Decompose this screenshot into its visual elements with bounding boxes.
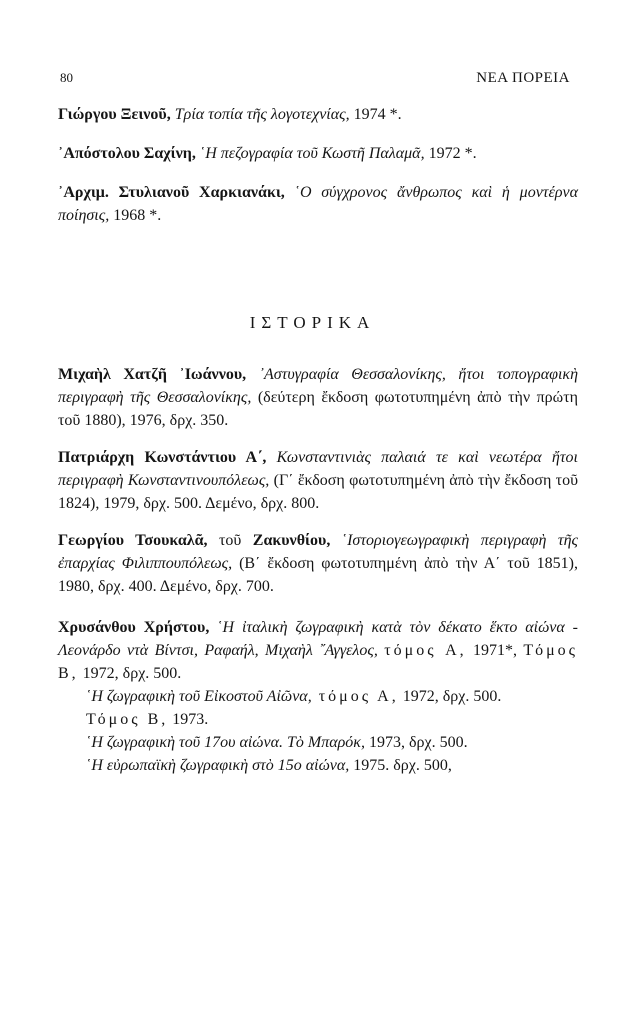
entry-details: 1972, δρχ. 500. bbox=[398, 688, 502, 705]
bibliography-entry bbox=[58, 181, 578, 227]
entry-title: Κωνσταντινιὰς παλαιά τε καὶ νεωτέρα ἤτοι περιγραφὴ Κωνσταντινουπόλεως, bbox=[58, 449, 578, 489]
sub-entry bbox=[58, 731, 578, 754]
entry-details: 1974 *. bbox=[349, 106, 402, 123]
entry-author: Γιώργου Ξεινοῦ, bbox=[58, 106, 171, 123]
bibliography-entry bbox=[58, 142, 578, 165]
entry-author: ᾽Αρχιμ. Στυλιανοῦ Χαρκιανάκι, bbox=[58, 184, 285, 201]
sub-entry bbox=[58, 708, 578, 731]
entry-author-origin: Ζακυνθίου, bbox=[252, 532, 331, 549]
bibliography-entry bbox=[58, 529, 578, 598]
entry-author: Πατριάρχη Κωνστάντιου Α΄, bbox=[58, 449, 267, 466]
entry-author: ᾽Απόστολου Σαχίνη, bbox=[58, 145, 196, 162]
entry-details: (δεύτερη ἔκδοση φωτοτυπημένη ἀπὸ τὴν πρώτη τοῦ 1880), 1976, δρχ. 350. bbox=[58, 389, 578, 429]
sub-entry bbox=[58, 685, 578, 708]
entry-title: ῾Η ἰταλικὴ ζωγραφικὴ κατὰ τὸν δέκατο ἕκτο αἰώνα - Λεονάρδο ντὰ Βίντσι, Ραφαήλ, Μιχαὴλ ῎Αγγελος, bbox=[58, 619, 578, 659]
entry-details: 1973. bbox=[168, 711, 209, 728]
entry-details: 1972, δρχ. 500. bbox=[78, 665, 182, 682]
entry-author: Γεωργίου Τσουκαλᾶ, bbox=[58, 532, 208, 549]
volume-label: Τόμος Β, bbox=[58, 642, 579, 682]
entry-details: (Β΄ ἔκδοση φωτοτυπημένη ἀπὸ τὴν Α΄ τοῦ 1851), 1980, δρχ. 400. Δεμένο, δρχ. 700. bbox=[58, 555, 579, 595]
volume-label: Τόμος Β, bbox=[86, 711, 169, 728]
bibliography-history bbox=[58, 363, 578, 777]
entry-title: ῾Η εὐρωπαϊκὴ ζωγραφικὴ στὸ 15ο αἰώνα, bbox=[86, 757, 350, 774]
entry-title: ῾Ιστοριογεωγραφικὴ περιγραφὴ τῆς ἐπαρχίας Φιλιππουπόλεως, bbox=[58, 532, 579, 572]
entry-details: 1973, δρχ. 500. bbox=[364, 734, 468, 751]
page-number: 80 bbox=[60, 70, 73, 85]
section-heading: ΙΣΤΟΡΙΚΑ bbox=[249, 313, 376, 332]
bibliography-entry bbox=[58, 103, 578, 126]
sub-entry bbox=[58, 754, 578, 777]
volume-label: τόμος Α, bbox=[384, 642, 467, 659]
entry-author-connector: τοῦ bbox=[207, 532, 253, 549]
entry-title: ῾Η ζωγραφικὴ τοῦ Εἰκοστοῦ Αἰῶνα, bbox=[86, 688, 312, 705]
entry-author: Χρυσάνθου Χρήστου, bbox=[58, 619, 210, 636]
volume-label: τόμος Α, bbox=[311, 688, 399, 705]
entry-details: 1971*, bbox=[466, 642, 524, 659]
page-header bbox=[60, 70, 570, 90]
entry-title: Τρία τοπία τῆς λογοτεχνίας, bbox=[174, 106, 350, 123]
bibliography-entry bbox=[58, 616, 578, 777]
running-title: ΝΕΑ ΠΟΡΕΙΑ bbox=[476, 70, 570, 86]
entry-title: ᾽Αστυγραφία Θεσσαλονίκης, ἤτοι τοπογραφικὴ περιγραφὴ τῆς Θεσσαλονίκης, bbox=[58, 366, 579, 406]
bibliography-top bbox=[58, 103, 578, 227]
entry-title: ῾Ο σύγχρονος ἄνθρωπος καὶ ἡ μοντέρνα ποίησις, bbox=[58, 184, 579, 224]
entry-title: ῾Η ζωγραφικὴ τοῦ 17ου αἰώνα. Τὸ Μπαρόκ, bbox=[86, 734, 365, 751]
entry-details: (Γ΄ ἔκδοση φωτοτυπημένη ἀπὸ τὴν ἔκδοση τοῦ 1824), 1979, δρχ. 500. Δεμένο, δρχ. 800. bbox=[58, 472, 579, 512]
entry-details: 1968 *. bbox=[109, 207, 162, 224]
bibliography-entry bbox=[58, 363, 578, 432]
entry-title: ῾Η πεζογραφία τοῦ Κωστῆ Παλαμᾶ, bbox=[199, 145, 425, 162]
entry-details: 1975. δρχ. 500, bbox=[349, 757, 452, 774]
bibliography-entry bbox=[58, 446, 578, 515]
entry-details: 1972 *. bbox=[424, 145, 477, 162]
entry-author: Μιχαὴλ Χατζῆ ᾽Ιωάννου, bbox=[58, 366, 247, 383]
